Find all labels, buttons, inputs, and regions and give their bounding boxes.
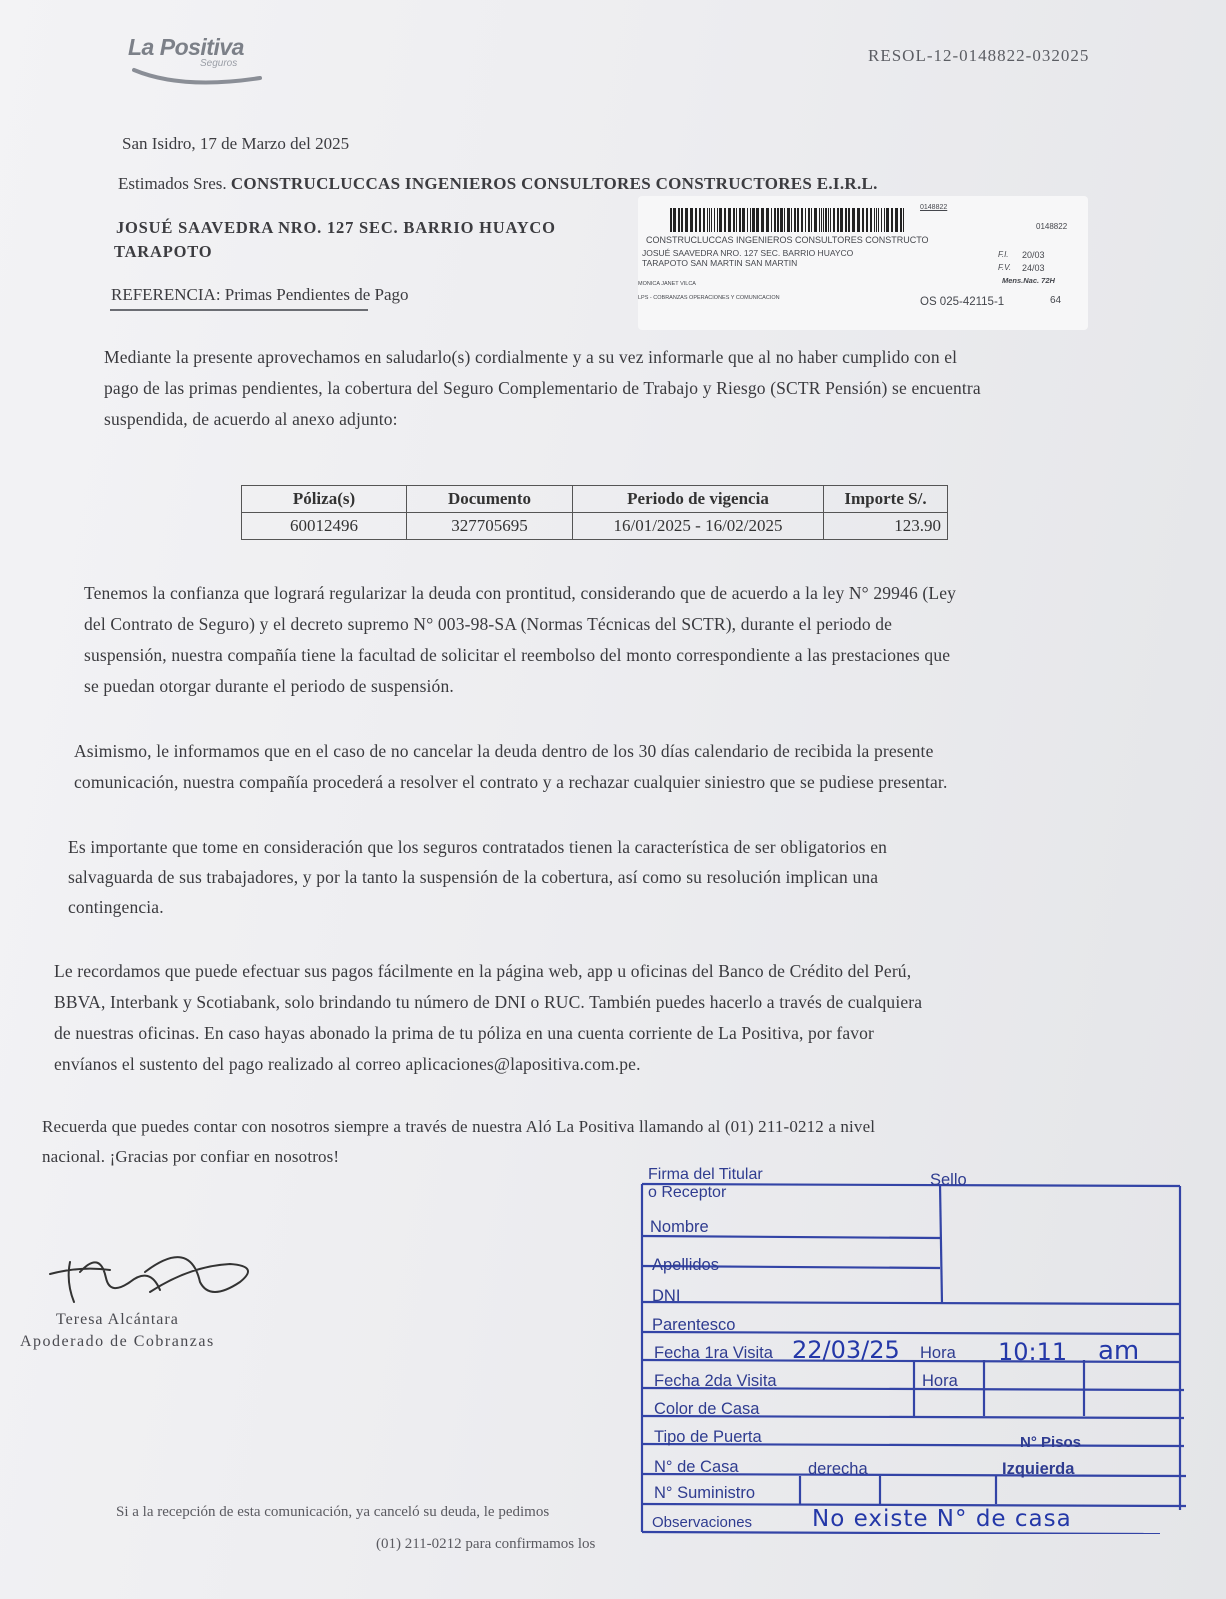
form-firma-2: o Receptor <box>648 1184 727 1201</box>
stamp-dept: LPS - COBRANZAS OPERACIONES Y COMUNICACION <box>638 295 780 301</box>
stamp-os: OS 025-42115-1 <box>920 296 1005 308</box>
greeting-prefix: Estimados Sres. <box>118 174 227 193</box>
paragraph-5 <box>54 956 922 1080</box>
form-nombre: Nombre <box>650 1218 709 1236</box>
resolution-code: RESOL-12-0148822-032025 <box>868 46 1090 65</box>
form-apellidos: Apellidos <box>652 1256 719 1274</box>
col-importe: Importe S/. <box>824 486 948 513</box>
p6-line: nacional. ¡Gracias por confiar en nosotros! <box>42 1147 340 1166</box>
paragraph-1 <box>104 342 981 435</box>
p1-line: suspendida, de acuerdo al anexo adjunto: <box>104 409 398 429</box>
company-name: CONSTRUCLUCCAS INGENIEROS CONSULTORES CONSTRUCTORES E.I.R.L. <box>230 174 878 193</box>
form-suministro: N° Suministro <box>654 1484 756 1502</box>
form-hora-1-value: 10:11 <box>998 1338 1068 1366</box>
footer-line-2: (01) 211-0212 para confirmamos los <box>376 1536 596 1552</box>
p5-line: Le recordamos que puede efectuar sus pagos fácilmente en la página web, app u oficinas del Banco de Crédito del Perú, <box>54 961 912 981</box>
policy-table <box>241 485 948 540</box>
table-row <box>242 513 948 540</box>
visit-form <box>640 1166 1186 1534</box>
form-izquierda: Izquierda <box>1002 1460 1075 1478</box>
p1-line: Mediante la presente aprovechamos en saludarlo(s) cordialmente y a su vez informarle que al no haber cumplido con el <box>104 347 958 367</box>
form-color-casa: Color de Casa <box>654 1400 760 1418</box>
stamp-fv-value: 24/03 <box>1022 263 1045 273</box>
form-parentesco: Parentesco <box>652 1316 736 1334</box>
paragraph-3 <box>74 736 947 798</box>
form-hora-2: Hora <box>922 1372 958 1390</box>
stamp-mens: Mens.Nac. 72H <box>1002 276 1055 285</box>
reference-underline <box>110 309 368 311</box>
form-num-casa: N° de Casa <box>654 1458 739 1476</box>
cell-importe: 123.90 <box>824 513 948 540</box>
cell-poliza: 60012496 <box>242 513 407 540</box>
address-line-2: TARAPOTO <box>114 242 213 261</box>
cell-periodo: 16/01/2025 - 16/02/2025 <box>573 513 824 540</box>
stamp-fi-value: 20/03 <box>1022 250 1045 260</box>
form-fecha-1-value: 22/03/25 <box>792 1336 900 1364</box>
courier-stamp <box>638 196 1088 330</box>
p2-line: suspensión, nuestra compañía tiene la facultad de solicitar el reembolso del monto correspondiente a las prestaciones que <box>84 645 951 665</box>
paragraph-4 <box>68 832 887 922</box>
p5-line: BBVA, Interbank y Scotiabank, solo brindando tu número de DNI o RUC. También puedes hacerlo a través de cualquiera <box>54 992 923 1012</box>
form-pisos: N° Pisos <box>1020 1434 1082 1451</box>
form-dni: DNI <box>652 1287 681 1305</box>
stamp-fv-label: F.V. <box>998 263 1012 272</box>
stamp-code: 0148822 <box>1036 222 1068 231</box>
form-ampm-value: am <box>1098 1336 1140 1366</box>
signer-name: Teresa Alcántara <box>56 1311 179 1328</box>
form-sello: Sello <box>930 1171 967 1189</box>
form-derecha: derecha <box>808 1460 868 1478</box>
signer-role: Apoderado de Cobranzas <box>20 1333 215 1350</box>
p6-line: Recuerda que puedes contar con nosotros siempre a través de nuestra Aló La Positiva llamando al (01) 211-0212 a nivel <box>42 1117 876 1136</box>
logo-swoosh-icon <box>132 62 262 88</box>
p4-line: Es importante que tome en consideración que los seguros contratados tienen la característica de ser obligatorios en <box>68 837 888 857</box>
p4-line: contingencia. <box>68 897 164 917</box>
footer-line-1: Si a la recepción de esta comunicación, ya canceló su deuda, le pedimos <box>116 1504 550 1520</box>
handwritten-signature-icon <box>40 1242 270 1312</box>
p3-line: comunicación, nuestra compañía procederá a resolver el contrato y a rechazar cualquier siniestro que se pudiese presentar. <box>74 772 948 792</box>
barcode-text: 0148822 <box>920 204 948 211</box>
greeting <box>118 174 878 194</box>
p2-line: Tenemos la confianza que logrará regularizar la deuda con prontitud, considerando que de acuerdo a la ley N° 29946 (Ley <box>84 583 957 603</box>
logo-name: La Positiva <box>128 34 244 60</box>
barcode-icon <box>670 208 908 232</box>
stamp-addr-1: JOSUÉ SAAVEDRA NRO. 127 SEC. BARRIO HUAYCO <box>642 248 854 258</box>
form-observaciones-value: No existe N° de casa <box>812 1506 1072 1532</box>
stamp-fi-label: F.I. <box>998 250 1009 259</box>
paragraph-2 <box>84 578 956 702</box>
form-firma-1: Firma del Titular <box>648 1166 763 1183</box>
col-poliza: Póliza(s) <box>242 486 407 513</box>
p4-line: salvaguarda de sus trabajadores, y por la tanto la suspensión de la cobertura, así como su resolución implican una <box>68 867 879 887</box>
form-hora-1: Hora <box>920 1344 956 1362</box>
p3-line: Asimismo, le informamos que en el caso de no cancelar la deuda dentro de los 30 días calendario de recibida la presente <box>74 741 934 761</box>
place-date: San Isidro, 17 de Marzo del 2025 <box>122 134 350 153</box>
table-header-row <box>242 486 948 513</box>
col-periodo: Periodo de vigencia <box>573 486 824 513</box>
p5-line: envíanos el sustento del pago realizado al correo aplicaciones@lapositiva.com.pe. <box>54 1054 641 1074</box>
company-logo <box>128 34 244 69</box>
stamp-agent: MONICA JANET VILCA <box>638 281 696 287</box>
col-documento: Documento <box>407 486 573 513</box>
form-observaciones: Observaciones <box>652 1514 753 1531</box>
paragraph-6 <box>42 1112 875 1172</box>
address-line-1: JOSUÉ SAAVEDRA NRO. 127 SEC. BARRIO HUAYCO <box>116 218 556 237</box>
reference: REFERENCIA: Primas Pendientes de Pago <box>111 285 409 304</box>
stamp-company: CONSTRUCLUCCAS INGENIEROS CONSULTORES CONSTRUCTO <box>646 235 929 245</box>
p2-line: se puedan otorgar durante el periodo de suspensión. <box>84 676 454 696</box>
p1-line: pago de las primas pendientes, la cobertura del Seguro Complementario de Trabajo y Riesgo (SCTR Pensión) se encuentra <box>104 378 981 398</box>
stamp-addr-2: TARAPOTO SAN MARTIN SAN MARTIN <box>642 258 798 268</box>
logo-sub: Seguros <box>200 58 238 69</box>
stamp-os-num: 64 <box>1050 295 1062 306</box>
form-tipo-puerta: Tipo de Puerta <box>654 1428 762 1446</box>
cell-documento: 327705695 <box>407 513 573 540</box>
p2-line: del Contrato de Seguro) y el decreto supremo N° 003-98-SA (Normas Técnicas del SCTR), durante el periodo de <box>84 614 893 634</box>
form-fecha-2: Fecha 2da Visita <box>654 1372 777 1390</box>
p5-line: de nuestras oficinas. En caso hayas abonado la prima de tu póliza en una cuenta corriente de La Positiva, por favor <box>54 1023 875 1043</box>
form-fecha-1: Fecha 1ra Visita <box>654 1344 773 1362</box>
